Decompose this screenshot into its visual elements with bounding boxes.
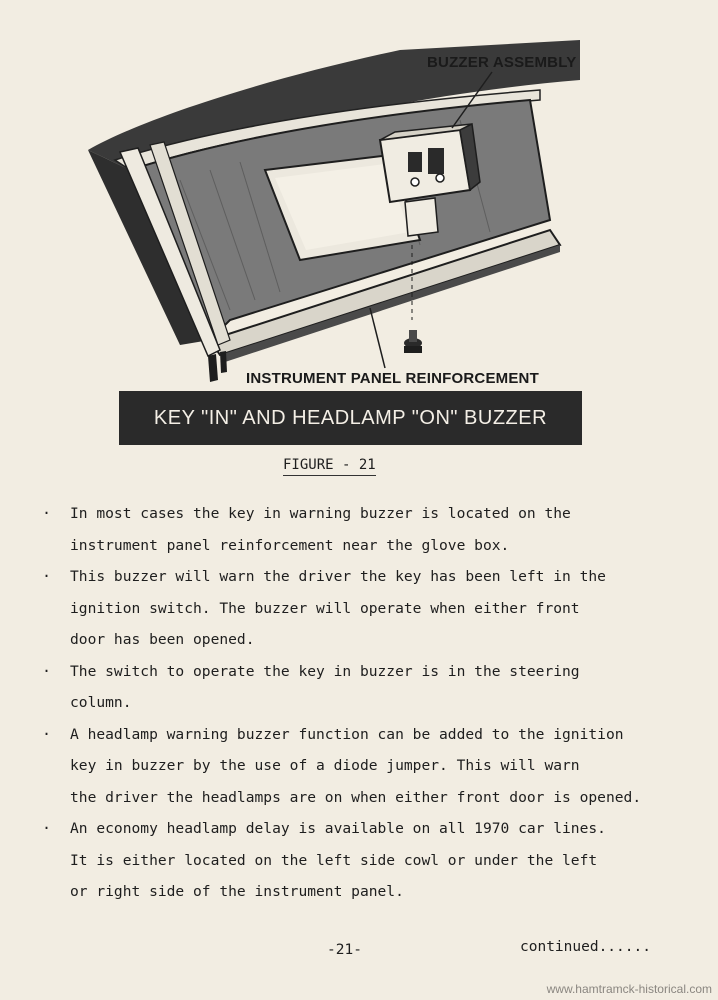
- text-line: door has been opened.: [70, 631, 255, 648]
- text-line: In most cases the key in warning buzzer is located on the: [70, 505, 571, 522]
- text-line: A headlamp warning buzzer function can be added to the ignition: [70, 725, 624, 743]
- text-line: An economy headlamp delay is available on all 1970 car lines.: [70, 820, 606, 837]
- bullet-dot: .: [42, 500, 52, 518]
- page-number: -21-: [327, 942, 362, 958]
- list-item: [34, 719, 684, 814]
- list-item: [34, 561, 684, 656]
- text-line: ignition switch. The buzzer will operate when either front: [70, 599, 580, 617]
- text-line: key in buzzer by the use of a diode jumper. This will warn: [70, 757, 580, 774]
- figure-caption: FIGURE - 21: [283, 457, 376, 476]
- buzzer-illustration: [60, 20, 660, 400]
- continued-note: continued......: [520, 939, 651, 955]
- instrument-panel-reinforcement-label: INSTRUMENT PANEL REINFORCEMENT: [246, 370, 539, 387]
- text-line: instrument panel reinforcement near the glove box.: [70, 536, 510, 554]
- text-line: The switch to operate the key in buzzer is in the steering: [70, 662, 580, 680]
- bullet-list: [34, 498, 684, 908]
- watermark: www.hamtramck-historical.com: [546, 982, 712, 996]
- bullet-dot: .: [42, 563, 52, 581]
- bullet-dot: .: [42, 657, 52, 676]
- list-item: [34, 813, 684, 908]
- list-item: [34, 498, 684, 561]
- bullet-dot: .: [42, 815, 52, 833]
- text-line: or right side of the instrument panel.: [70, 883, 404, 900]
- text-line: It is either located on the left side cowl or under the left: [70, 851, 598, 869]
- text-line: column.: [70, 694, 132, 711]
- bullet-dot: .: [42, 720, 52, 739]
- list-item: [34, 656, 684, 719]
- text-line: This buzzer will warn the driver the key has been left in the: [70, 568, 606, 585]
- figure-banner: KEY "IN" AND HEADLAMP "ON" BUZZER: [119, 391, 582, 445]
- text-line: the driver the headlamps are on when either front door is opened.: [70, 788, 642, 806]
- buzzer-assembly-label: BUZZER ASSEMBLY: [427, 54, 577, 71]
